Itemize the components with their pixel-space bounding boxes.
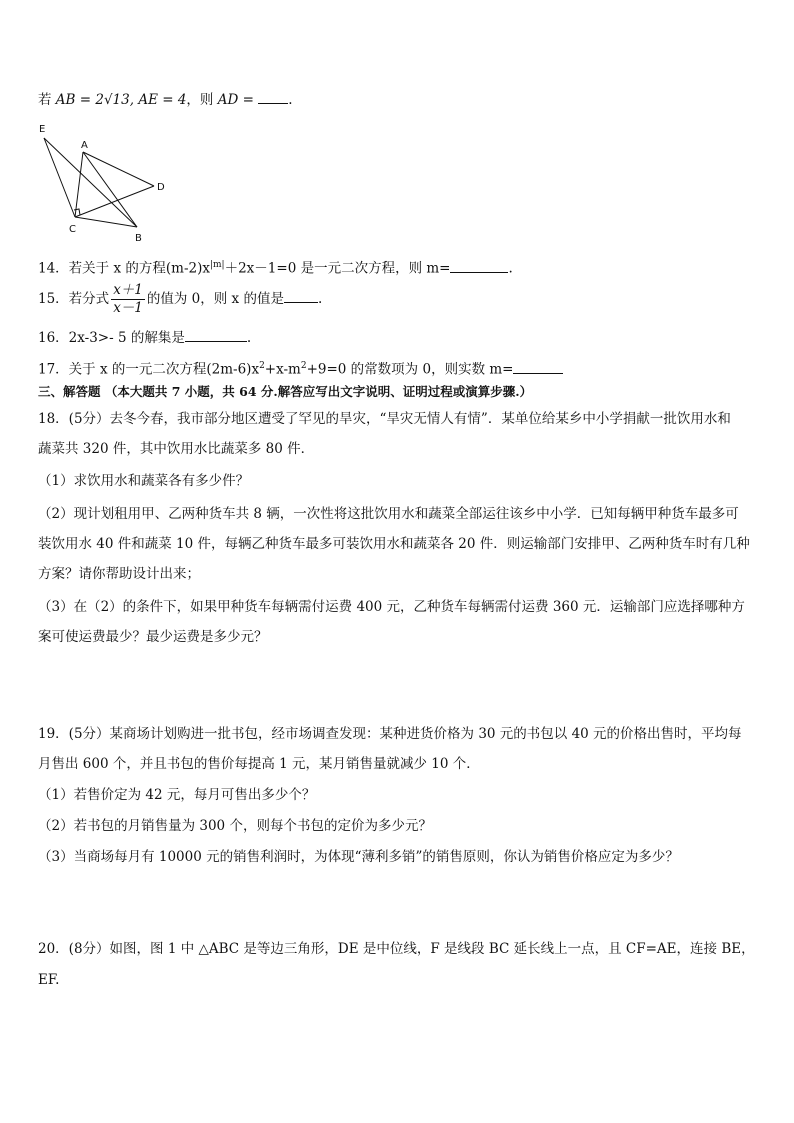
- question-18-part-2-line-3: 方案？请你帮助设计出来；: [38, 566, 200, 582]
- q13-ae-expr: , AE = 4: [129, 92, 187, 108]
- label-d: D: [157, 182, 165, 193]
- question-18-part-2-line-1: （2）现计划租用甲、乙两种货车共 8 辆，一次性将这批饮用水和蔬菜全部运往该乡中小学．已知每辆甲种货车最多可: [38, 506, 739, 522]
- q16-text-a: 16．2x-3>- 5 的解集是: [38, 330, 185, 346]
- q13-ad-expr: AD =: [217, 92, 254, 108]
- question-17: [38, 357, 563, 379]
- q13-mid: ，则: [186, 92, 214, 108]
- q13-ab-expr: AB = 2√13: [55, 92, 130, 108]
- q17-sup-2: 2: [300, 361, 307, 371]
- q14-exponent: |m|: [209, 260, 225, 270]
- label-c: C: [69, 224, 76, 235]
- label-b: B: [135, 233, 142, 244]
- question-19-part-1: （1）若售价定为 42 元，每月可售出多少个？: [38, 787, 316, 803]
- q16-suffix: .: [246, 330, 252, 346]
- question-16: [38, 327, 251, 347]
- q17-text-a: 17．关于 x 的一元二次方程(2m-6)x: [38, 361, 260, 378]
- q13-suffix: .: [288, 92, 293, 108]
- geometry-figure: [36, 120, 176, 245]
- q14-suffix: .: [508, 260, 513, 277]
- question-15: [38, 280, 322, 318]
- q14-expr: (m-2)x: [165, 260, 210, 277]
- q14-answer-blank[interactable]: [450, 258, 508, 273]
- q15-suffix: .: [317, 291, 323, 307]
- segment-ad: [83, 152, 154, 186]
- label-a: A: [81, 140, 88, 151]
- section-3-header: [38, 383, 532, 401]
- q15-text-a: 15．若分式: [38, 291, 110, 307]
- question-19-part-2: （2）若书包的月销售量为 300 个，则每个书包的定价为多少元？: [38, 818, 432, 834]
- section-3-note: （本大题共 7 小题，共 64 分.解答应写出文字说明、证明过程或演算步骤.）: [104, 384, 533, 399]
- section-3-title: 三、解答题: [38, 384, 101, 399]
- q17-answer-blank[interactable]: [513, 359, 563, 374]
- question-13: [38, 89, 292, 109]
- segment-eb: [44, 138, 137, 227]
- question-18-line-1: 18．(5分）去冬今春，我市部分地区遭受了罕见的旱灾，“旱灾无情人有情”．某单位给某乡中小学捐献一批饮用水和: [38, 411, 731, 427]
- question-20-line-1: 20．(8分）如图，图 1 中 △ABC 是等边三角形，DE 是中位线，F 是线段 BC 延长线上一点，且 CF=AE，连接 BE，: [38, 941, 755, 957]
- question-19-line-2: 月售出 600 个，并且书包的售价每提高 1 元，某月销售量就减少 10 个．: [38, 756, 480, 772]
- question-18-part-2-line-2: 装饮用水 40 件和蔬菜 10 件，每辆乙种货车最多可装饮用水和蔬菜各 20 件．则运输部门安排甲、乙两种货车时有几种: [38, 536, 750, 552]
- q16-answer-blank[interactable]: [185, 327, 247, 342]
- q14-text-b: ＋2x－1=0 是一元二次方程，则 m=: [224, 260, 451, 277]
- q15-fraction: [111, 282, 145, 317]
- q15-answer-blank[interactable]: [284, 288, 318, 303]
- question-14: [38, 256, 513, 278]
- q13-answer-blank[interactable]: [258, 89, 288, 104]
- q17-text-c: +9=0 的常数项为 0，则实数 m=: [306, 361, 514, 378]
- segment-ec: [44, 138, 75, 217]
- question-18-line-2: 蔬菜共 320 件，其中饮用水比蔬菜多 80 件．: [38, 441, 315, 457]
- q17-text-b: +x-m: [264, 361, 301, 378]
- q15-text-b: 的值为 0，则 x 的值是: [146, 291, 284, 307]
- segment-cd: [75, 186, 154, 217]
- segment-ab: [83, 152, 137, 227]
- label-e: E: [39, 124, 46, 135]
- question-19-line-1: 19．(5分）某商场计划购进一批书包，经市场调查发现：某种进货价格为 30 元的书包以 40 元的价格出售时，平均每: [38, 726, 742, 742]
- question-18-part-3-line-2: 案可使运费最少？最少运费是多少元？: [38, 629, 268, 645]
- q17-sup-1: 2: [259, 361, 265, 371]
- segment-ac: [75, 152, 83, 217]
- q15-denominator: x－1: [113, 300, 143, 316]
- question-20-line-2: EF.: [38, 972, 60, 988]
- question-18-part-1: （1）求饮用水和蔬菜各有多少件？: [38, 473, 250, 489]
- q15-numerator: x＋1: [113, 282, 143, 298]
- q13-prefix: 若: [38, 92, 52, 108]
- question-18-part-3-line-1: （3）在（2）的条件下，如果甲种货车每辆需付运费 400 元，乙种货车每辆需付运费 360 元．运输部门应选择哪种方: [38, 599, 745, 615]
- q14-text-a: 14．若关于 x 的方程: [38, 260, 166, 277]
- question-19-part-3: （3）当商场每月有 10000 元的销售利润时，为体现“薄利多销”的销售原则，你认为销售价格应定为多少？: [38, 849, 679, 865]
